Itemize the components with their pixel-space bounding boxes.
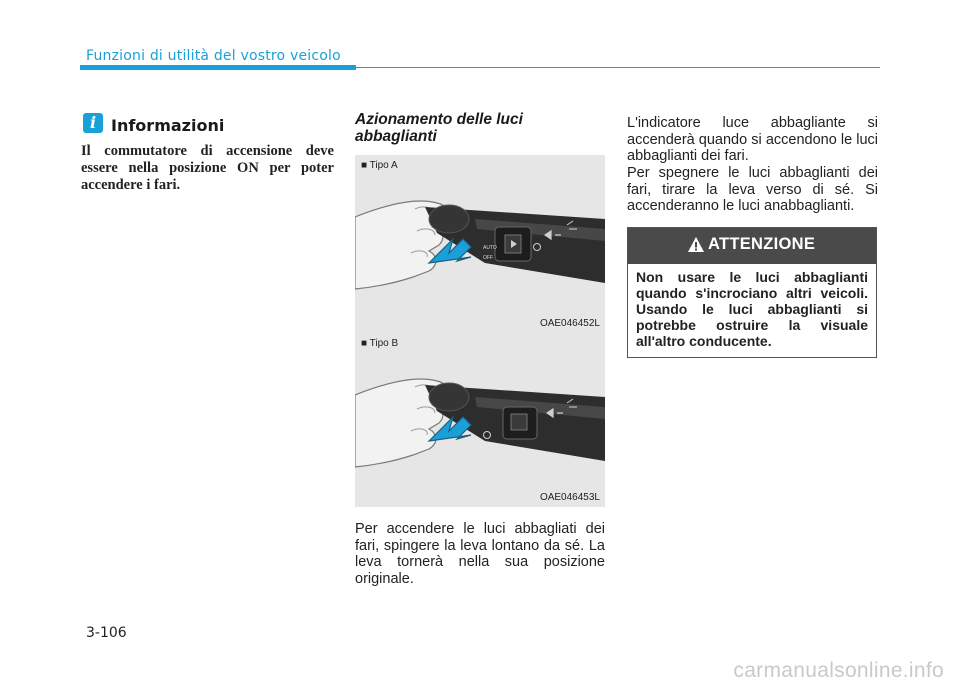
- figure-code-b: OAE046453L: [539, 492, 600, 503]
- page-number: 3-106: [86, 625, 127, 641]
- info-text: Il commutatore di accensione deve essere nella posizione ON per poter accendere i fari.: [81, 143, 334, 193]
- middle-body-text: Per accendere le luci abbagliati dei fari, spingere la leva lontano da sé. La leva tornerà nella sua posizione originale.: [355, 521, 605, 587]
- right-paragraph-2: Per spegnere le luci abbaglianti dei fari, tirare la leva verso di sé. Si accenderanno le luci anabbaglianti.: [627, 165, 878, 214]
- figure-code-a: OAE046452L: [539, 318, 600, 329]
- watermark: carmanualsonline.info: [733, 659, 944, 682]
- lever-auto-label: AUTO: [483, 245, 497, 251]
- info-title: Informazioni: [111, 116, 225, 135]
- figure-label-b: ■ Tipo B: [361, 338, 399, 349]
- figure-type-b: [355, 333, 605, 507]
- section-heading: Azionamento delle luci abbaglianti: [355, 111, 523, 145]
- header-accent-bar: [80, 65, 356, 70]
- lever-off-label: OFF: [483, 255, 493, 261]
- warning-header: [628, 228, 876, 264]
- lever-illustration-b: [355, 333, 605, 507]
- figure-label-a: ■ Tipo A: [361, 160, 398, 171]
- section-title: Funzioni di utilità del vostro veicolo: [86, 48, 341, 64]
- warning-triangle-icon: [687, 236, 705, 253]
- warning-text: Non usare le luci abbaglianti quando s'incrociano altri veicoli. Usando le luci abbaglianti si potrebbe ostruire la visuale all'altro conducente.: [636, 269, 868, 349]
- warning-box: [627, 227, 877, 358]
- info-icon: i: [83, 113, 103, 133]
- warning-title: ATTENZIONE: [708, 235, 816, 253]
- header-rule: [356, 67, 880, 68]
- lever-illustration-a: [355, 155, 605, 333]
- figure-type-a: [355, 155, 605, 333]
- right-paragraph-1: L'indicatore luce abbagliante si accenderà quando si accendono le luci abbaglianti dei fari.: [627, 115, 878, 164]
